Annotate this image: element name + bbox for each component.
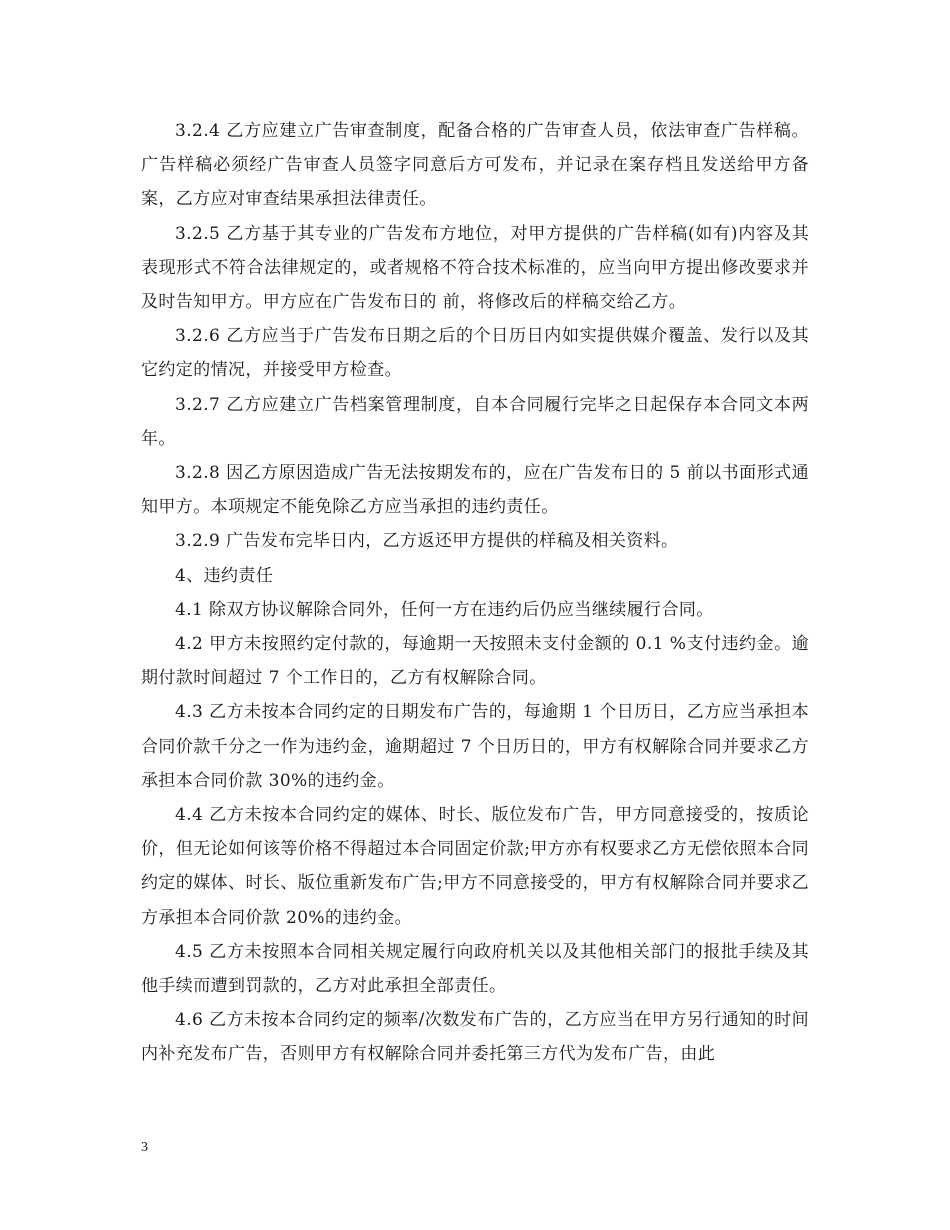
- clause-4-3: 4.3 乙方未按本合同约定的日期发布广告的，每逾期 1 个日历日，乙方应当承担本合同价款千分之一作为违约金，逾期超过 7 个日历日的，甲方有权解除合同并要求乙方承担本合同价款 30%的违约金。: [141, 702, 809, 791]
- clause-3-2-9: 3.2.9 广告发布完毕日内，乙方返还甲方提供的样稿及相关资料。: [175, 531, 679, 552]
- section-heading-breach-liability: 4、违约责任: [175, 565, 274, 586]
- clause-3-2-7: 3.2.7 乙方应建立广告档案管理制度，自本合同履行完毕之日起保存本合同文本两年。: [141, 394, 809, 449]
- page-number: 3: [141, 1140, 148, 1155]
- clause-3-2-6: 3.2.6 乙方应当于广告发布日期之后的个日历日内如实提供媒介覆盖、发行以及其它约定的情况，并接受甲方检查。: [141, 326, 809, 381]
- clause-3-2-5: 3.2.5 乙方基于其专业的广告发布方地位，对甲方提供的广告样稿(如有)内容及其表现形式不符合法律规定的，或者规格不符合技术标准的，应当向甲方提出修改要求并及时告知甲方。甲方应在广告发布日的 前，将修改后的样稿交给乙方。: [141, 223, 809, 313]
- clause-4-4: 4.4 乙方未按本合同约定的媒体、时长、版位发布广告，甲方同意接受的，按质论价，但无论如何该等价格不得超过本合同固定价款;甲方亦有权要求乙方无偿依照本合同约定的媒体、时长、版位重新发布广告;甲方不同意接受的，甲方有权解除合同并要求乙方承担本合同价款 20%的违约金。: [141, 805, 809, 928]
- clause-3-2-4: 3.2.4 乙方应建立广告审查制度，配备合格的广告审查人员，依法审查广告样稿。广告样稿必须经广告审查人员签字同意后方可发布，并记录在案存档且发送给甲方备案，乙方应对审查结果承担法律责任。: [141, 121, 809, 210]
- document-body: [141, 114, 809, 1072]
- clause-3-2-8: 3.2.8 因乙方原因造成广告无法按期发布的，应在广告发布日的 5 前以书面形式通知甲方。本项规定不能免除乙方应当承担的违约责任。: [141, 463, 809, 518]
- clause-4-2: 4.2 甲方未按照约定付款的，每逾期一天按照未支付金额的 0.1 %支付违约金。逾期付款时间超过 7 个工作日的，乙方有权解除合同。: [141, 634, 809, 689]
- clause-4-1: 4.1 除双方协议解除合同外，任何一方在违约后仍应当继续履行合同。: [175, 599, 714, 620]
- clause-4-5: 4.5 乙方未按照本合同相关规定履行向政府机关以及其他相关部门的报批手续及其他手续而遭到罚款的，乙方对此承担全部责任。: [141, 941, 809, 997]
- clause-4-6: 4.6 乙方未按本合同约定的频率/次数发布广告的，乙方应当在甲方另行通知的时间内补充发布广告，否则甲方有权解除合同并委托第三方代为发布广告，由此: [141, 1010, 809, 1065]
